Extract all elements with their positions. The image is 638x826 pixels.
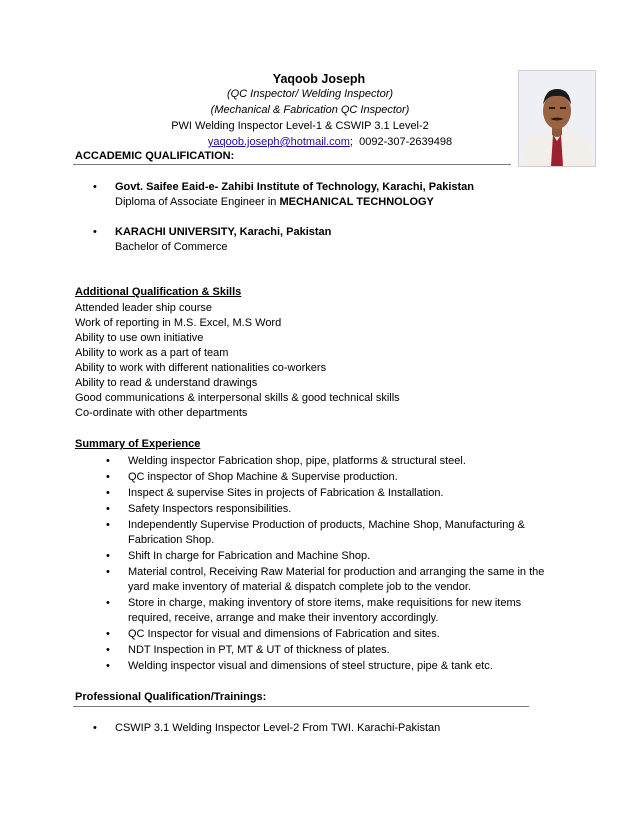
- bullet: •: [106, 503, 110, 515]
- list-item: [106, 549, 551, 564]
- bullet: •: [106, 487, 110, 499]
- list-item: [106, 502, 551, 517]
- list-item: [106, 518, 551, 548]
- list-item: [106, 565, 551, 595]
- bullet: •: [93, 722, 97, 734]
- skill-line: Ability to use own initiative: [75, 332, 204, 344]
- experience-heading: Summary of Experience: [75, 438, 201, 450]
- contact-separator: ;: [349, 136, 353, 148]
- academic-heading: ACCADEMIC QUALIFICATION:: [75, 150, 235, 162]
- list-item: [106, 486, 551, 501]
- skill-line: Ability to work as a part of team: [75, 347, 229, 359]
- experience-text: Welding inspector Fabrication shop, pipe, platforms & structural steel.: [128, 455, 466, 467]
- job-title-1: (QC Inspector/ Welding Inspector): [226, 88, 394, 100]
- degree-prefix: Bachelor of Commerce: [115, 241, 228, 253]
- professional-list: [93, 721, 533, 736]
- academic-list: [93, 180, 513, 210]
- experience-list: [106, 454, 551, 674]
- experience-text: Store in charge, making inventory of store items, make requisitions for new items required, receive, arrange and make their inventory accordingly.: [128, 597, 522, 624]
- bullet: •: [106, 550, 110, 562]
- list-item: [93, 180, 513, 210]
- skill-line: Ability to read & understand drawings: [75, 377, 258, 389]
- email-link[interactable]: yaqoob.joseph@hotmail.com: [207, 136, 350, 148]
- list-item: [106, 454, 551, 469]
- list-item: [106, 596, 551, 626]
- list-item: [106, 627, 551, 642]
- candidate-name: Yaqoob Joseph: [272, 72, 366, 86]
- degree-prefix: Diploma of Associate Engineer in: [115, 196, 280, 208]
- contact-line: [120, 134, 540, 150]
- list-item: [106, 643, 551, 658]
- bullet: •: [106, 455, 110, 467]
- professional-divider: [73, 706, 529, 707]
- skills-list: [75, 301, 515, 421]
- degree-major: MECHANICAL TECHNOLOGY: [279, 196, 434, 208]
- bullet: •: [106, 660, 110, 672]
- list-item: [93, 721, 533, 736]
- phone-number: 0092-307-2639498: [359, 136, 453, 148]
- school-name: KARACHI UNIVERSITY, Karachi, Pakistan: [115, 226, 332, 238]
- additional-heading: Additional Qualification & Skills: [75, 286, 242, 298]
- skill-line: Attended leader ship course: [75, 302, 212, 314]
- experience-text: Welding inspector visual and dimensions of steel structure, pipe & tank etc.: [128, 660, 493, 672]
- skill-line: Ability to work with different nationalities co-workers: [75, 362, 327, 374]
- experience-text: QC inspector of Shop Machine & Supervise production.: [128, 471, 398, 483]
- bullet: •: [106, 644, 110, 656]
- bullet: •: [106, 471, 110, 483]
- academic-list-2: [93, 225, 513, 255]
- bullet: •: [106, 519, 110, 531]
- job-title-2: (Mechanical & Fabrication QC Inspector): [210, 104, 410, 116]
- list-item: [93, 225, 513, 255]
- experience-text: QC Inspector for visual and dimensions of Fabrication and sites.: [128, 628, 440, 640]
- experience-text: NDT Inspection in PT, MT & UT of thickness of plates.: [128, 644, 390, 656]
- experience-text: Material control, Receiving Raw Material for production and arranging the same in the yard make inventory of material & dispatch complete job to the vendor.: [128, 566, 545, 593]
- experience-text: Safety Inspectors responsibilities.: [128, 503, 292, 515]
- skill-line: Co-ordinate with other departments: [75, 407, 248, 419]
- bullet: •: [106, 566, 110, 578]
- experience-text: Independently Supervise Production of products, Machine Shop, Manufacturing & Fabrication Shop.: [128, 519, 525, 546]
- school-name: Govt. Saifee Eaid-e- Zahibi Institute of Technology, Karachi, Pakistan: [115, 181, 474, 193]
- portrait-image: [519, 71, 595, 166]
- bullet: •: [93, 226, 97, 238]
- bullet: •: [106, 597, 110, 609]
- academic-divider: [73, 164, 511, 165]
- list-item: [106, 659, 551, 674]
- certification-line: PWI Welding Inspector Level-1 & CSWIP 3.1 Level-2: [171, 120, 429, 132]
- training-text: CSWIP 3.1 Welding Inspector Level-2 From TWI. Karachi-Pakistan: [115, 722, 441, 734]
- experience-text: Shift In charge for Fabrication and Machine Shop.: [128, 550, 371, 562]
- skill-line: Good communications & interpersonal skills & good technical skills: [75, 392, 400, 404]
- bullet: •: [106, 628, 110, 640]
- experience-text: Inspect & supervise Sites in projects of Fabrication & Installation.: [128, 487, 444, 499]
- profile-photo: [518, 70, 596, 167]
- skill-line: Work of reporting in M.S. Excel, M.S Word: [75, 317, 282, 329]
- list-item: [106, 470, 551, 485]
- bullet: •: [93, 181, 97, 193]
- professional-heading: Professional Qualification/Trainings:: [75, 691, 267, 703]
